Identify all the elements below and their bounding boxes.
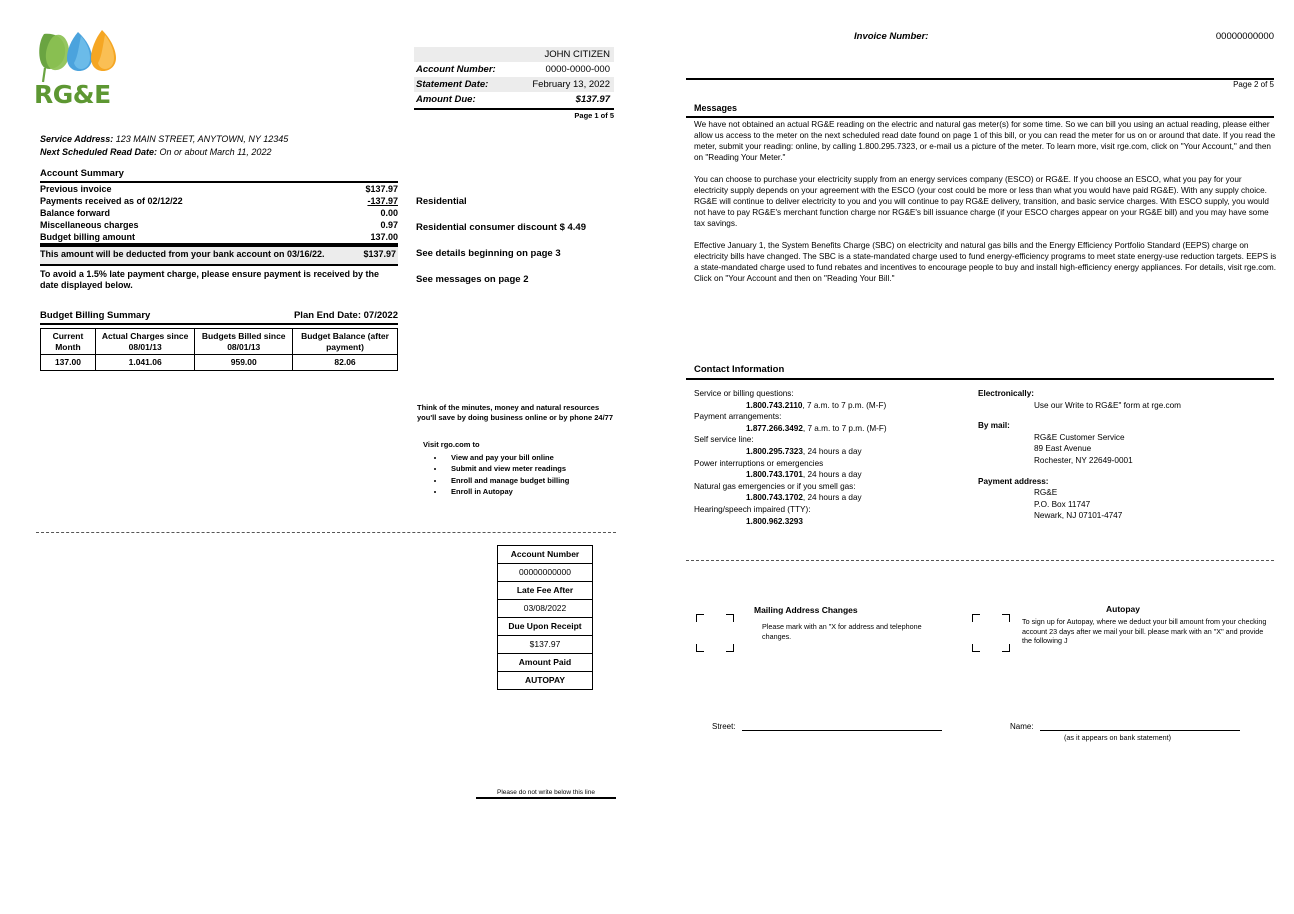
- street-label: Street:: [712, 722, 736, 731]
- contact-phone: 1.800.743.2110: [746, 400, 803, 410]
- rge-leaf-droplet-logo-icon: [34, 26, 120, 84]
- account-summary-section: [40, 168, 398, 292]
- contact-hours: , 7 a.m. to 7 p.m. (M-F): [802, 423, 887, 433]
- list-item: • Enroll and manage budget billing: [445, 476, 617, 486]
- rge-logo-text: RG&E: [34, 80, 111, 109]
- summary-amount: 0.97: [380, 220, 398, 230]
- stub-due-upon-receipt-label: Due Upon Receipt: [498, 618, 592, 636]
- tear-off-dashed-divider-left: [36, 532, 616, 533]
- contact-group-electronically: [978, 388, 1273, 411]
- stub-amount-paid-label: Amount Paid: [498, 654, 592, 672]
- contact-group-payment-address: [978, 476, 1273, 522]
- messages-body: [694, 119, 1277, 295]
- service-address-block: [40, 133, 288, 158]
- budget-value: 1.041.06: [95, 355, 195, 371]
- stub-late-fee-date: 03/08/2022: [498, 600, 592, 618]
- mailing-address-heading: Mailing Address Changes: [754, 605, 858, 615]
- mailing-address-body: Please mark with an "X for address and telephone changes.: [762, 622, 922, 641]
- note-see-details: See details beginning on page 3: [416, 248, 561, 259]
- contact-group-line: RG&E Customer Service: [1034, 432, 1125, 442]
- corner-mark-tr: [726, 614, 734, 622]
- amount-due-value: $137.97: [575, 94, 610, 105]
- contact-item-label: Self service line:: [694, 435, 754, 445]
- budget-col-header: Current Month: [41, 329, 96, 355]
- summary-label: Previous invoice: [40, 184, 112, 194]
- summary-label: Miscellaneous charges: [40, 220, 139, 230]
- note-see-messages: See messages on page 2: [416, 274, 529, 285]
- account-summary-rows: [40, 182, 398, 244]
- name-field[interactable]: [1010, 722, 1240, 731]
- account-number-row: [414, 62, 614, 77]
- name-field-note: (as it appears on bank statement): [1064, 733, 1172, 742]
- contact-hours: , 24 hours a day: [802, 470, 862, 480]
- next-read-label: Next Scheduled Read Date:: [40, 146, 158, 157]
- mailing-address-checkbox[interactable]: [696, 614, 734, 652]
- name-label: Name:: [1010, 722, 1034, 731]
- do-not-write-notice: Please do not write below this line: [476, 789, 616, 799]
- next-read-line: [40, 146, 288, 159]
- contact-phone: 1.800.743.1702: [746, 493, 803, 503]
- amount-due-row: [414, 92, 614, 107]
- page-indicator-1: Page 1 of 5: [574, 111, 614, 120]
- autopay-body: To sign up for Autopay, where we deduct your bill amount from your checking account 23 days after we mail your bill. please mark with an "X" and provide the following J: [1022, 617, 1267, 646]
- summary-label: Balance forward: [40, 208, 111, 218]
- contact-phone: 1.800.743.1701: [746, 470, 803, 480]
- budget-table-body: [41, 355, 398, 371]
- stub-late-fee-label: Late Fee After: [498, 582, 592, 600]
- corner-mark-bl: [696, 644, 704, 652]
- budget-billing-title: Budget Billing Summary: [40, 310, 151, 321]
- list-item: • Enroll in Autopay: [445, 487, 617, 497]
- corner-mark-tl: [696, 614, 704, 622]
- customer-name: JOHN CITIZEN: [544, 49, 610, 60]
- account-summary-title: Account Summary: [40, 168, 124, 179]
- statement-date-value: February 13, 2022: [532, 79, 610, 90]
- contact-group-line: 89 East Avenue: [1034, 444, 1092, 454]
- contact-phone: 1.877.266.3492: [746, 423, 803, 433]
- contact-phone-list: [694, 388, 984, 527]
- statement-date-row: [414, 77, 614, 92]
- stub-account-number-label: Account Number: [498, 546, 592, 564]
- contact-item-detail: [694, 446, 984, 458]
- contact-address-list: [978, 388, 1273, 531]
- budget-value: 137.00: [41, 355, 96, 371]
- stub-amount-due-value: $137.97: [498, 636, 592, 654]
- contact-item-detail: [694, 423, 984, 435]
- promo-headline: Think of the minutes, money and natural resources you'll save by doing business online or by phone 24/77: [417, 403, 613, 422]
- promo-block: [417, 403, 617, 499]
- corner-mark-tr: [1002, 614, 1010, 622]
- name-input-line[interactable]: [1040, 730, 1240, 731]
- contact-group-line: P.O. Box 11747: [1034, 499, 1091, 509]
- contact-group-line: Use our Write to RG&E" form at rge.com: [1034, 400, 1181, 410]
- budget-billing-table: [40, 328, 398, 371]
- corner-mark-tl: [972, 614, 980, 622]
- late-payment-notice: To avoid a 1.5% late payment charge, please ensure payment is received by the date displayed below.: [40, 268, 379, 290]
- middle-notes: [416, 195, 616, 299]
- corner-mark-br: [726, 644, 734, 652]
- note-residential: Residential: [416, 196, 467, 207]
- bank-deduction-amount: $137.97: [363, 249, 396, 259]
- table-row: [40, 231, 398, 244]
- budget-value: 82.06: [293, 355, 398, 371]
- account-summary-table: [40, 181, 398, 245]
- bill-page-2: [648, 0, 1294, 914]
- messages-title: Messages: [694, 103, 738, 113]
- contact-group-heading: Electronically:: [978, 389, 1034, 398]
- autopay-heading: Autopay: [1106, 604, 1140, 614]
- list-item: • Submit and view meter readings: [445, 464, 617, 474]
- contact-item-label: Hearing/speech impaired (TTY):: [694, 504, 811, 514]
- note-consumer-discount: Residential consumer discount $ 4.49: [416, 222, 586, 233]
- budget-table-head: [41, 329, 398, 355]
- contact-rule: [686, 378, 1274, 380]
- account-number-label: Account Number:: [416, 64, 496, 75]
- contact-item-detail: [694, 400, 984, 412]
- list-item: • View and pay your bill online: [445, 453, 617, 463]
- contact-group-by-mail: [978, 420, 1273, 466]
- bank-deduction-row: [40, 245, 398, 266]
- rge-logo: [34, 26, 154, 107]
- contact-item-label: Power interruptions or emergencies: [694, 458, 824, 468]
- contact-group-heading: Payment address:: [978, 476, 1049, 486]
- budget-col-header: Budgets Billed since 08/01/13: [195, 329, 293, 355]
- contact-item-label: Payment arrangements:: [694, 412, 782, 422]
- tear-off-dashed-divider-right: [686, 560, 1274, 561]
- invoice-number-block: [854, 31, 1274, 42]
- service-address-line: [40, 133, 288, 146]
- table-row: [40, 195, 398, 207]
- table-row: [40, 207, 398, 219]
- table-row: [40, 219, 398, 231]
- amount-due-label: Amount Due:: [416, 94, 476, 105]
- summary-amount: 0.00: [380, 208, 398, 218]
- summary-label: Payments received as of 02/12/22: [40, 196, 183, 206]
- payment-stub: [497, 545, 593, 690]
- summary-amount: -137.97: [367, 196, 398, 206]
- table-row: [40, 182, 398, 195]
- messages-rule: [686, 116, 1274, 118]
- contact-phone: 1.800.295.7323: [746, 446, 803, 456]
- contact-item-detail: [694, 516, 984, 528]
- corner-mark-bl: [972, 644, 980, 652]
- summary-amount: 137.00: [370, 232, 398, 242]
- budget-billing-header: [40, 310, 398, 325]
- contact-item-detail: [694, 469, 984, 481]
- page-indicator-2: Page 2 of 5: [1233, 80, 1274, 89]
- service-address-label: Service Address:: [40, 134, 114, 144]
- budget-col-header: Actual Charges since 08/01/13: [95, 329, 195, 355]
- next-read-value: On or about March 11, 2022: [159, 146, 272, 157]
- contact-information-title: Contact Information: [694, 364, 785, 375]
- contact-group-line: Rochester, NY 22649-0001: [1034, 455, 1133, 465]
- street-field[interactable]: [712, 722, 942, 731]
- contact-hours: , 24 hours a day: [802, 446, 862, 456]
- message-paragraph-esco: You can choose to purchase your electricity supply from an energy services company (ESCO) or RG&E. If you choose an ESCO, what you pay for your electricity supply depends on your agreement with the ESCO (your cost could be more or less than what you would have paid RG&E). With any supply choice. RG&E will continue to deliver electricity to you and you will continue to pay RG&E delivery, transition, and basic service charges. With ESCO supply, you would not have to pay RG&E's merchant function charge nor RG&E's bill issuance charge (if your ESCO charges appear on your RG&E bill) and you may have some tax savings.: [694, 175, 1269, 228]
- invoice-number-label: Invoice Number:: [854, 31, 929, 42]
- contact-hours: , 24 hours a day: [802, 493, 862, 503]
- summary-amount: $137.97: [365, 184, 398, 194]
- table-row: [41, 355, 398, 371]
- budget-col-header: Budget Balance (after payment): [293, 329, 398, 355]
- contact-group-line: Newark, NJ 07101-4747: [1034, 511, 1123, 521]
- plan-end-date: Plan End Date: 07/2022: [293, 310, 398, 321]
- statement-date-label: Statement Date:: [416, 79, 489, 90]
- contact-item-label: Natural gas emergencies or if you smell gas:: [694, 481, 856, 491]
- contact-item-detail: [694, 492, 984, 504]
- customer-name-row: [414, 47, 614, 62]
- promo-visit-label: Visit rgo.com to: [423, 440, 480, 449]
- account-number-value: 0000-0000-000: [545, 64, 610, 75]
- budget-value: 959.00: [195, 355, 293, 371]
- corner-mark-br: [1002, 644, 1010, 652]
- bank-deduction-text: This amount will be deducted from your bank account on 03/16/22.: [40, 249, 325, 259]
- message-paragraph-meter-reading: We have not obtained an actual RG&E reading on the electric and natural gas meter(s) for some time. So we can bill you using an actual reading, please either allow us access to the meter on the next scheduled read date found on page 1 of this bill, or you can read the meter for us on or around that date. If you read the meter, submit your reading: online, by calling 1.800.295.7323, or e-mail us a picture of the meter. To learn more, visit rge.com, click on "Your Account," and then on "Reading Your Meter.": [694, 120, 1276, 162]
- promo-bullet-list: [417, 453, 617, 497]
- contact-phone: 1.800.962.3293: [746, 516, 803, 526]
- account-header: [414, 47, 614, 120]
- summary-label: Budget billing amount: [40, 232, 135, 242]
- contact-group-heading: By mail:: [978, 421, 1010, 431]
- invoice-number-value: 00000000000: [1215, 31, 1274, 42]
- budget-billing-section: [40, 310, 398, 371]
- message-paragraph-sbc-eeps: Effective January 1, the System Benefits Charge (SBC) on electricity and natural gas bills and the Energy Efficiency Portfolio Standard (EEPS) charge on electricity bills have changed. The SBC is a state-mandated charge used to fund energy-efficiency programs to meet state energy-use reduction targets. EEPS is a state-mandated charge used to fund rebates and incentives to encourage people to buy and install high-efficiency energy appliances. For details, visit rge.com. Click on "Your Account and then on "Reading Your Bill.": [694, 241, 1277, 283]
- street-input-line[interactable]: [742, 730, 942, 731]
- table-header-row: [41, 329, 398, 355]
- contact-group-line: RG&E: [1034, 488, 1058, 498]
- service-address-value: 123 MAIN STREET, ANYTOWN, NY 12345: [115, 134, 289, 144]
- autopay-checkbox[interactable]: [972, 614, 1010, 652]
- stub-autopay-label: AUTOPAY: [498, 672, 592, 690]
- contact-item-label: Service or billing questions:: [694, 389, 794, 398]
- header-rule: [686, 78, 1274, 80]
- stub-account-number-value: 00000000000: [498, 564, 592, 582]
- contact-hours: , 7 a.m. to 7 p.m. (M-F): [802, 400, 887, 410]
